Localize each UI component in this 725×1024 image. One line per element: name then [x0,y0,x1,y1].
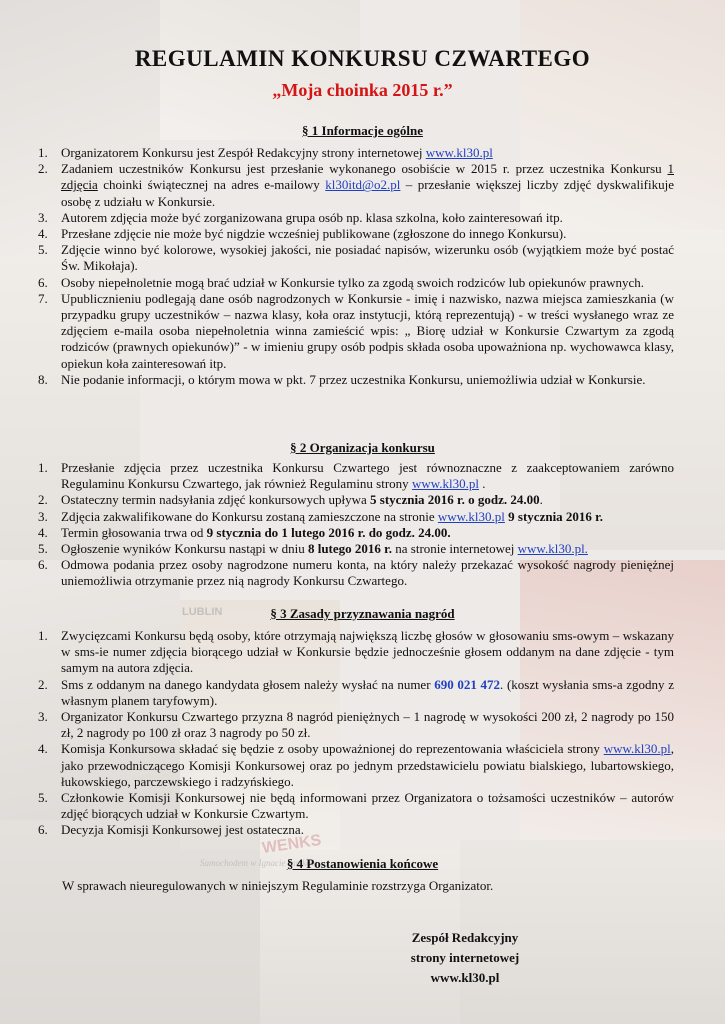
list-item-text: 8 lutego 2016 r. [307,541,392,557]
link[interactable]: www.kl30.pl [425,145,493,160]
list-item [38,460,674,492]
list-item [38,145,674,161]
list-item-text: Upublicznieniu podlegają dane osób nagrodzonych w Konkursie - imię i nazwisko, nazwa miejsca zamieszkania (w przypadku grupy uczestników – nazwa klasy, koła oraz instytucji, którą reprezentują) - w treści wysłanego wraz ze zdjęciem e-maila osoba niepełnoletnia winna zamieścić wpis: „ Biorę udział w Konkursie Czwartym za zgodą rodziców (prawnych opiekunów)” - w imieniu grupy osób podpis składa osoba upoważniona np. wychowawca klasy, opiekun koła zainteresowań itp. [61,290,674,371]
list-item [38,541,674,557]
list-item-text: Organizatorem Konkursu jest Zespół Redakcyjny strony internetowej [61,145,426,160]
list-item-text: choinki świątecznej na adres e-mailowy [97,177,326,193]
list-item-text: . [539,492,543,508]
list-item-text: Przesłanie zdjęcia przez uczestnika Konkursu Czwartego jest równoznaczne z zaakceptowaniem zarówno Regulaminu Konkursu Czwartego, jak również Regulaminu strony [61,460,674,492]
list-item-text: na stronie internetowej [392,541,518,557]
list-item [38,226,674,242]
list-item-number: 3. [38,209,48,225]
list-item [38,161,674,210]
list-item-text: – przesłanie większej liczby zdjęć dyskwalifikuje osobę z udziału w Konkursie. [61,177,674,209]
list-item [38,741,674,790]
signature-line-2: strony internetowej [410,950,520,965]
list-item-text: Komisja Konkursowa składać się będzie z osoby upoważnionej do reprezentowania właściciela strony [61,741,604,757]
link[interactable]: www.kl30.pl. [517,541,588,557]
list-item-number: 1. [38,145,48,160]
list-item-text: Osoby niepełnoletnie mogą brać udział w Konkursie tylko za zgodą swoich rodziców lub opiekunów prawnych. [61,274,645,290]
section-1-title: § 1 Informacje ogólne [302,123,423,138]
list-item-text: 5 stycznia 2016 r. o godz. 24.00 [370,492,540,508]
list-item [38,709,674,741]
list-item [38,790,674,822]
list-item [38,557,674,589]
list-item-text: Odmowa podania przez osoby nagrodzone numeru konta, na który należy przekazać wysokość nagrody pieniężnej uniemożliwia otrzymanie przez nią nagrody Konkursu Czwartego. [61,557,674,589]
list-item-text: Członkowie Komisji Konkursowej nie będą informowani przez Organizatora o tożsamości uczestników – autorów zdjęć biorących udział w Konkursie Czwartym. [61,790,674,822]
list-item-number: 4. [38,741,48,757]
list-item-number: 6. [38,822,48,838]
section-3-list [38,628,674,839]
list-item-number: 4. [38,226,48,242]
page-title: REGULAMIN KONKURSU CZWARTEGO [134,46,591,71]
signature-block [385,928,545,988]
list-item-text: Autorem zdjęcia może być zorganizowana grupa osób np. klasa szkolna, koło zainteresowań itp. [61,209,563,225]
section-2-title: § 2 Organizacja konkursu [290,440,435,455]
list-item-text: 9 stycznia do 1 lutego 2016 r. do godz. 24.00. [206,524,451,540]
list-item-text: 690 021 472 [434,676,501,692]
list-item-text: Zwycięzcami Konkursu będą osoby, które otrzymają największą liczbę głosów w głosowaniu sms-owym – wskazany w sms-ie numer zdjęcia biorącego udział w Konkursie będzie jednocześnie głosem oddanym na dane zdjęcie - tym samym na autora zdjęcia. [61,628,674,676]
list-item [38,291,674,372]
section-2-list [38,460,674,590]
list-item-text: Ogłoszenie wyników Konkursu nastąpi w dniu [61,541,308,557]
list-item-text: Zadaniem uczestników Konkursu jest przesłanie wykonanego osobiście w 2015 r. przez uczestnika Konkursu [61,161,668,177]
list-item-text: . [478,476,486,492]
list-item-number: 5. [38,541,48,557]
list-item-number: 5. [38,790,48,806]
list-item-number: 4. [38,524,48,540]
list-item-number: 5. [38,242,48,258]
list-item-text: Sms z oddanym na danego kandydata głosem należy wysłać na numer [61,676,435,692]
list-item-number: 1. [38,628,48,643]
list-item-number: 1. [38,460,48,475]
list-item-text: . (koszt wysłania sms-a zgodny z własnym planem taryfowym). [61,676,674,708]
link[interactable]: www.kl30.pl [437,508,505,524]
list-item-text: Zdjęcia zakwalifikowane do Konkursu zostaną zamieszczone na stronie [61,508,438,524]
list-item [38,628,674,677]
list-item-number: 2. [38,161,48,177]
list-item-number: 3. [38,508,48,524]
section-3-title: § 3 Zasady przyznawania nagród [270,606,455,621]
list-item-text: Przesłane zdjęcie nie może być nigdzie wcześniej publikowane (zgłoszone do innego Konkursu). [61,226,567,242]
page-subtitle: „Moja choinka 2015 r.” [272,80,453,100]
link[interactable]: kl30itd@o2.pl [325,177,401,193]
list-item-number: 3. [38,709,48,725]
list-item-number: 6. [38,274,48,290]
list-item [38,492,674,508]
list-item-text: Nie podanie informacji, o którym mowa w pkt. 7 przez uczestnika Konkursu, uniemożliwia udział w Konkursie. [61,371,646,387]
list-item-text: Ostateczny termin nadsyłania zdjęć konkursowych upływa [61,492,371,508]
link[interactable]: www.kl30.pl [603,741,671,757]
list-item [38,822,674,838]
list-item-text: 1 zdjęcia [61,161,674,193]
signature-line-3: www.kl30.pl [430,970,500,985]
list-item [38,275,674,291]
list-item-text: Decyzja Komisji Konkursowej jest ostateczna. [61,822,304,838]
link[interactable]: www.kl30.pl [411,476,479,492]
closing-statement: W sprawach nieuregulowanych w niniejszym Regulaminie rozstrzyga Organizator. [62,878,494,893]
list-item-text: Zdjęcie winno być kolorowe, wysokiej jakości, nie posiadać napisów, wizerunku osób (wyjątkiem może być postać Św. Mikołaja). [61,242,674,274]
section-4-title: § 4 Postanowienia końcowe [286,856,439,871]
list-item-text: Organizator Konkursu Czwartego przyzna 8 nagród pieniężnych – 1 nagrodę w wysokości 200 zł, 2 nagrody po 150 zł, 2 nagrody po 100 zł oraz 3 nagrody po 50 zł. [61,709,674,741]
list-item-number: 6. [38,557,48,573]
list-item-number: 2. [38,492,48,508]
signature-line-1: Zespół Redakcyjny [411,930,519,945]
list-item-text: Termin głosowania trwa od [61,524,207,540]
list-item [38,677,674,709]
list-item [38,242,674,274]
list-item-text: , jako przewodniczącego Komisji Konkursowej oraz po jednym przedstawicielu powiatu bialskiego, lubartowskiego, łukowskiego, parczewskiego i radzyńskiego. [61,741,674,789]
list-item [38,509,674,525]
list-item-number: 8. [38,371,48,387]
list-item [38,372,674,388]
list-item-number: 2. [38,676,48,692]
list-item [38,525,674,541]
list-item [38,210,674,226]
section-1-list [38,145,674,388]
list-item-text: 9 stycznia 2016 r. [504,508,604,524]
list-item-number: 7. [38,290,48,306]
